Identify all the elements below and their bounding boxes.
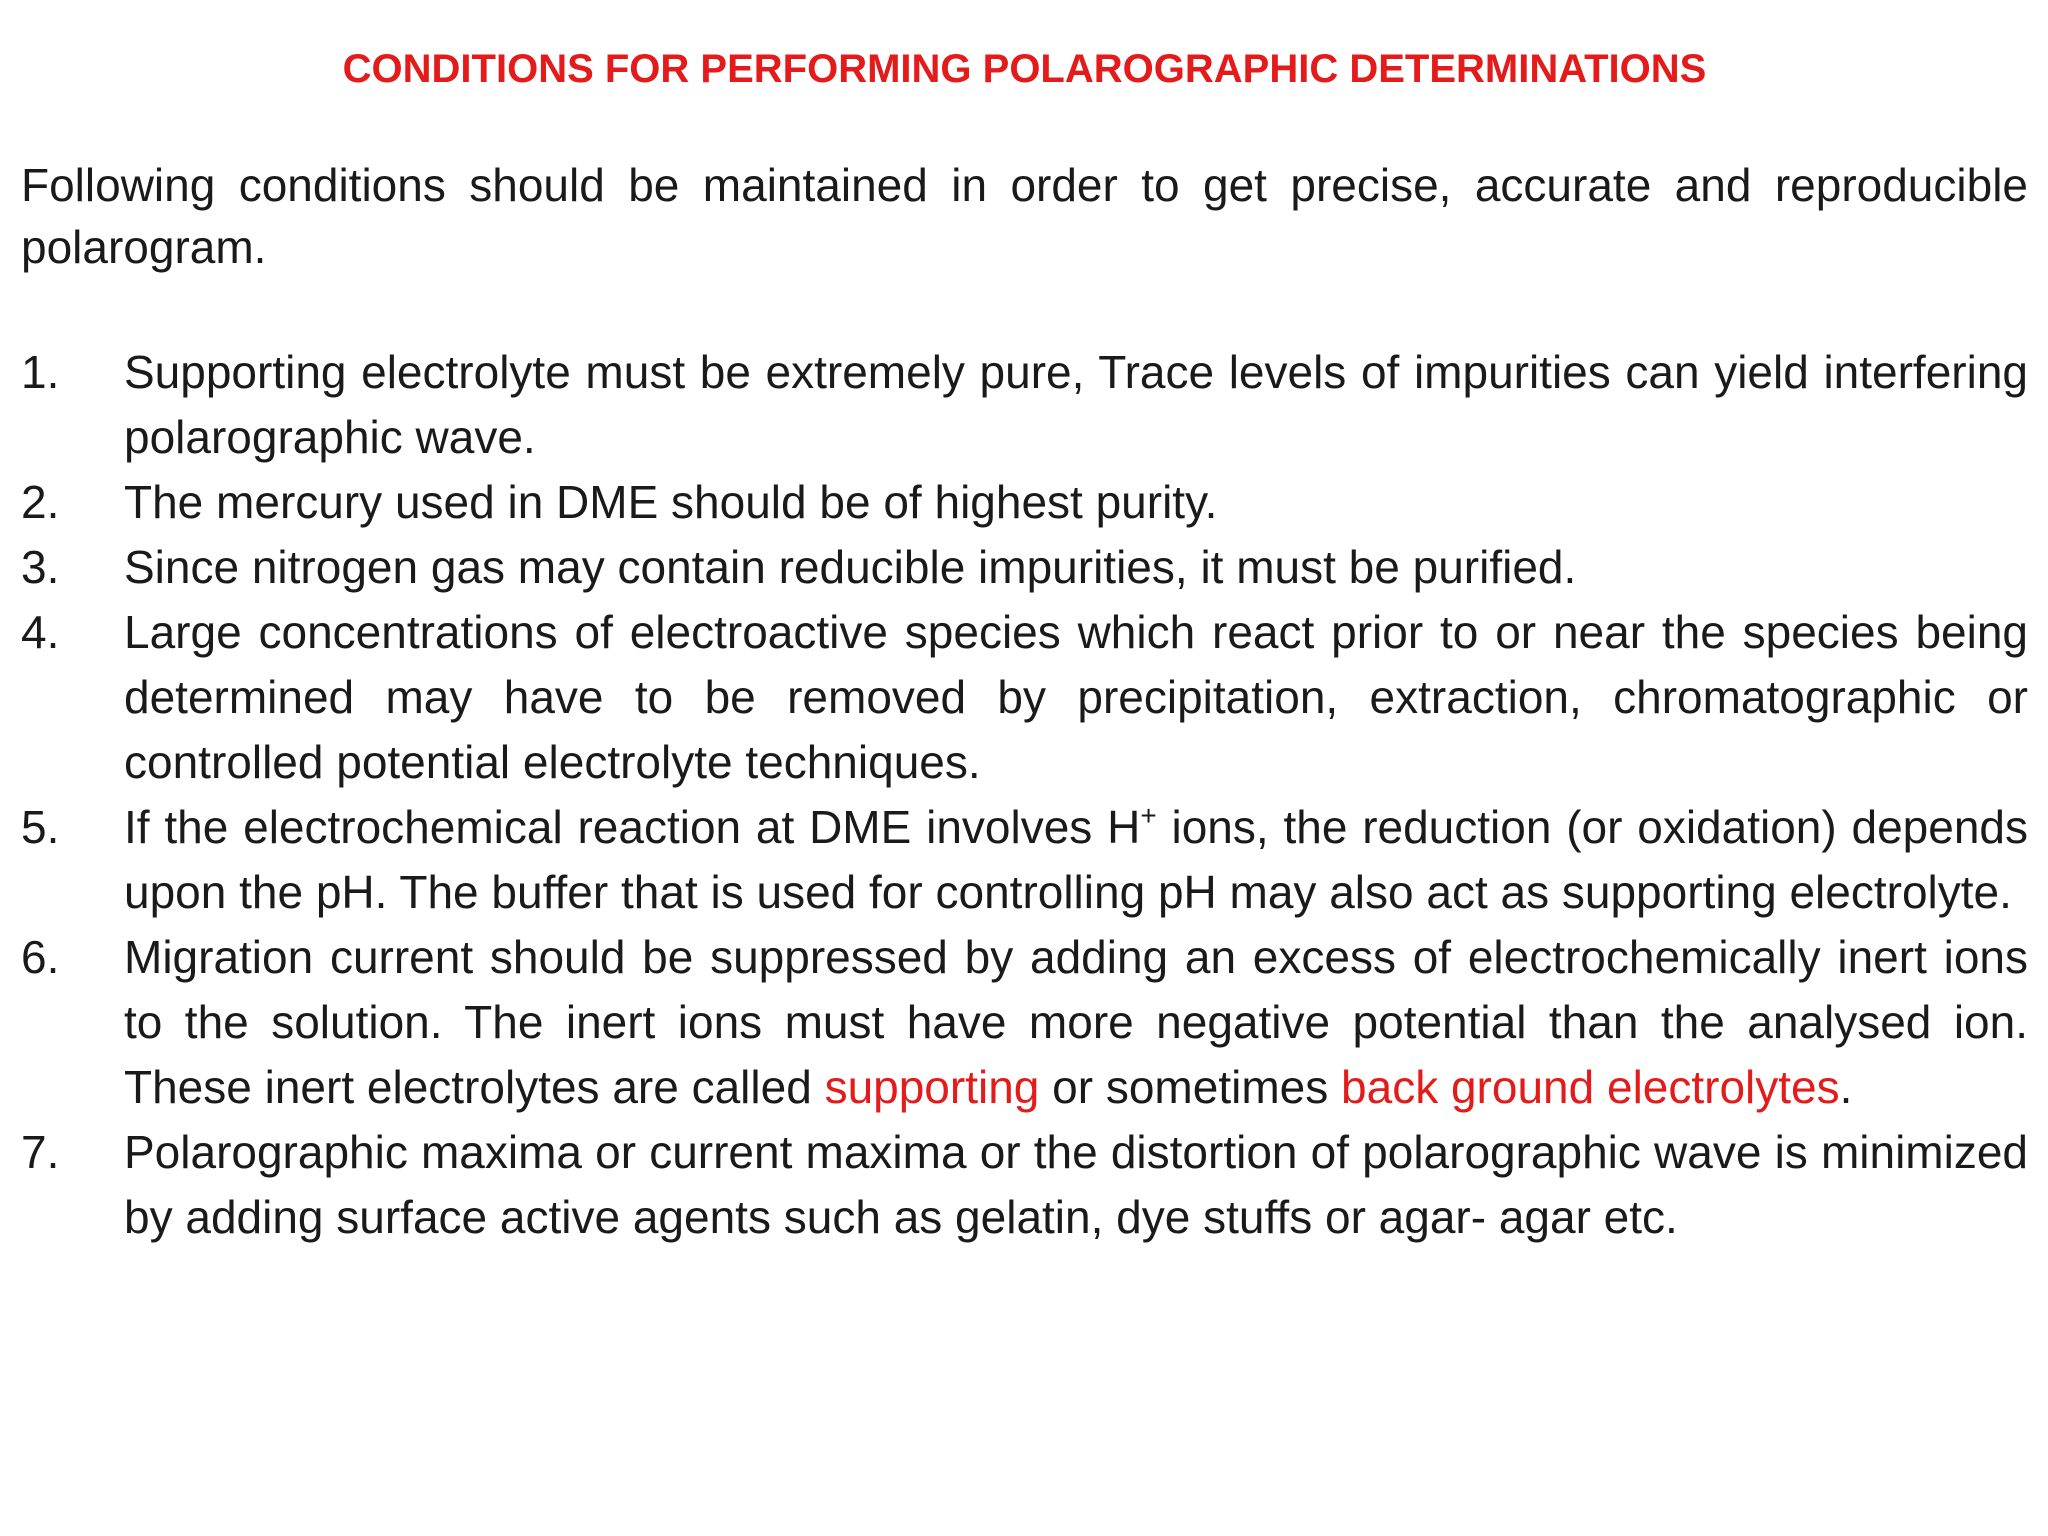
item-number: 6. <box>21 931 60 983</box>
item-number: 2. <box>21 476 60 528</box>
highlight-term: back ground electrolytes <box>1341 1061 1840 1113</box>
item-text-part: If the electrochemical reaction at DME involves H <box>124 801 1141 853</box>
highlight-term: supporting <box>824 1061 1040 1113</box>
item-number: 5. <box>21 801 60 853</box>
item-text: The mercury used in DME should be of highest purity. <box>124 476 1218 528</box>
item-text <box>124 925 2028 1120</box>
list-item <box>21 925 2028 1120</box>
item-number: 1. <box>21 346 60 398</box>
item-text-part: or sometimes <box>1039 1061 1342 1113</box>
slide-title: CONDITIONS FOR PERFORMING POLAROGRAPHIC DETERMINATIONS <box>342 47 1707 91</box>
list-item <box>21 340 2028 470</box>
item-text: Polarographic maxima or current maxima or the distortion of polarographic wave is minimized by adding surface active agents such as gelatin, dye stuffs or agar- agar etc. <box>124 1126 2028 1243</box>
item-text: Large concentrations of electroactive species which react prior to or near the species being determined may have to be removed by precipitation, extraction, chromatographic or controlled potential electrolyte techniques. <box>124 606 2028 788</box>
item-text: Supporting electrolyte must be extremely pure, Trace levels of impurities can yield interfering polarographic wave. <box>124 346 2028 463</box>
item-text-part: ions, the reduction (or oxidation) depends upon the pH. The buffer that is used for controlling pH may also act as supporting electrolyte. <box>124 801 2029 918</box>
list-item <box>21 1120 2028 1250</box>
item-text: Since nitrogen gas may contain reducible impurities, it must be purified. <box>124 541 1577 593</box>
item-text <box>124 795 2028 925</box>
list-item <box>21 470 2028 535</box>
item-number: 7. <box>21 1126 60 1178</box>
list-item <box>21 600 2028 795</box>
item-text-part: Migration current should be suppressed by adding an excess of electrochemically inert ions to the solution. The inert ions must have more negative potential than the analysed ion. These inert electrolytes are called <box>124 931 2028 1113</box>
list-item <box>21 795 2028 925</box>
item-text-part: . <box>1839 1061 1853 1113</box>
list-item <box>21 535 2028 600</box>
item-number: 4. <box>21 606 60 658</box>
item-number: 3. <box>21 541 60 593</box>
superscript-plus: + <box>1140 800 1157 831</box>
conditions-list <box>21 340 2028 1250</box>
intro-paragraph: Following conditions should be maintained in order to get precise, accurate and reproducible polarogram. <box>21 159 2028 273</box>
